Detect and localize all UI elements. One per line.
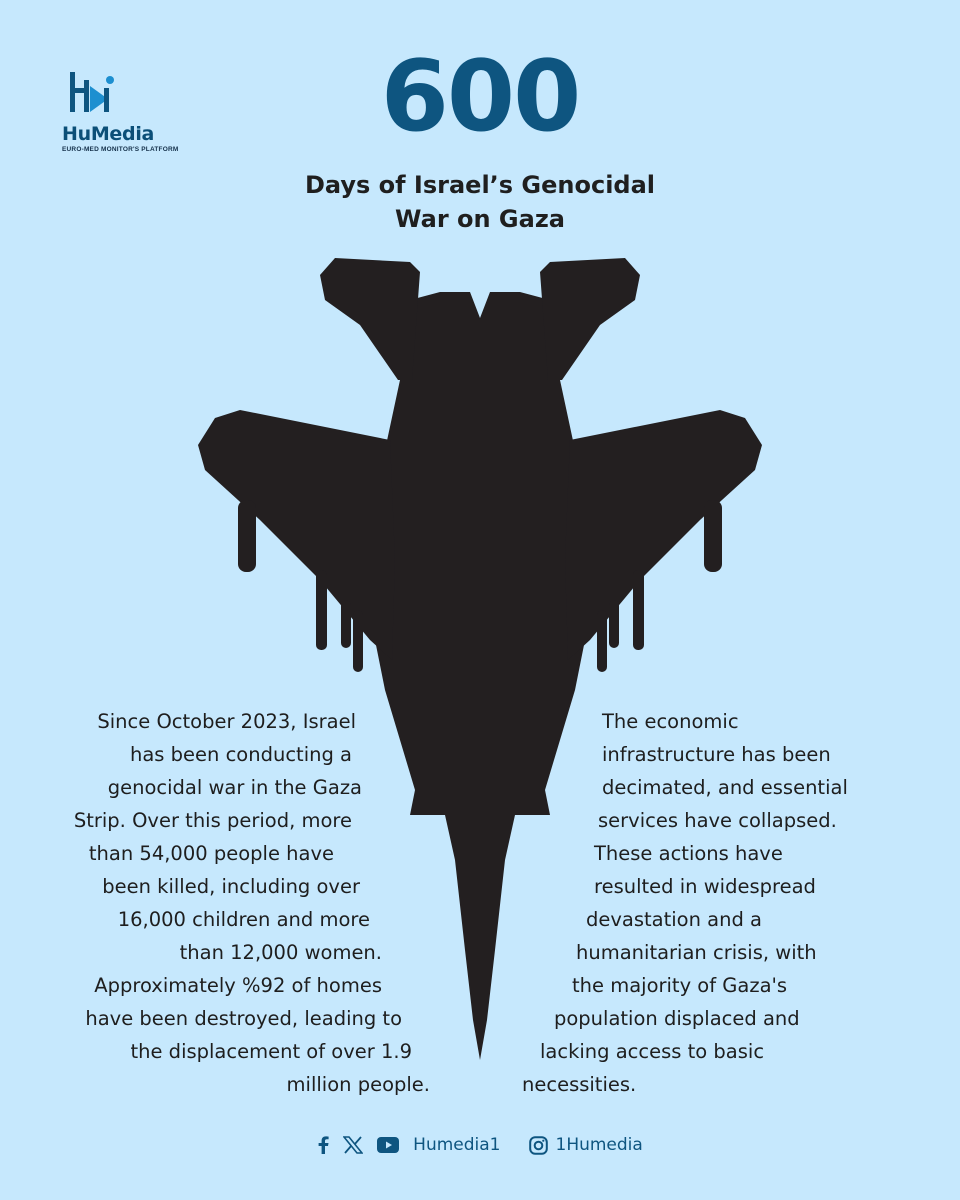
instagram-icon[interactable] (529, 1136, 548, 1155)
left-line: the displacement of over 1.9 (130, 1040, 412, 1063)
social-footer (0, 1130, 960, 1160)
subtitle-line-2: War on Gaza (395, 205, 565, 233)
headline-number: 600 (380, 40, 580, 154)
right-line: necessities. (522, 1073, 637, 1096)
right-line: The economic (602, 710, 739, 733)
right-line: These actions have (594, 842, 783, 865)
right-line: resulted in widespread (594, 875, 816, 898)
facebook-icon[interactable] (317, 1136, 329, 1154)
left-line: Strip. Over this period, more (73, 809, 352, 832)
footer-handle-2[interactable]: 1Humedia (555, 1135, 643, 1155)
left-line: have been destroyed, leading to (85, 1007, 402, 1030)
right-line: decimated, and essential (602, 776, 848, 799)
left-line: 16,000 children and more (117, 908, 370, 931)
right-line: lacking access to basic (540, 1040, 765, 1063)
left-line: than 12,000 women. (179, 941, 382, 964)
right-line: the majority of Gaza's (572, 974, 788, 997)
right-line: population displaced and (554, 1007, 800, 1030)
left-line: Approximately %92 of homes (94, 974, 382, 997)
x-icon[interactable] (343, 1136, 363, 1154)
right-line: devastation and a (586, 908, 763, 931)
left-line: genocidal war in the Gaza (107, 776, 362, 799)
left-line: Since October 2023, Israel (97, 710, 356, 733)
right-line: services have collapsed. (598, 809, 837, 832)
left-line: been killed, including over (102, 875, 360, 898)
left-paragraph (70, 705, 430, 1101)
right-paragraph (520, 705, 900, 1101)
left-line: has been conducting a (129, 743, 352, 766)
logo-name: HuMedia (62, 123, 155, 145)
left-line: than 54,000 people have (88, 842, 334, 865)
subtitle-line-1: Days of Israel’s Genocidal (304, 171, 656, 199)
left-line: million people. (286, 1073, 430, 1096)
logo-tagline: EURO-MED MONITOR'S PLATFORM (62, 146, 179, 153)
right-line: humanitarian crisis, with (576, 941, 817, 964)
footer-handle-1[interactable]: Humedia1 (413, 1135, 501, 1155)
youtube-icon[interactable] (377, 1137, 399, 1153)
right-line: infrastructure has been (602, 743, 831, 766)
